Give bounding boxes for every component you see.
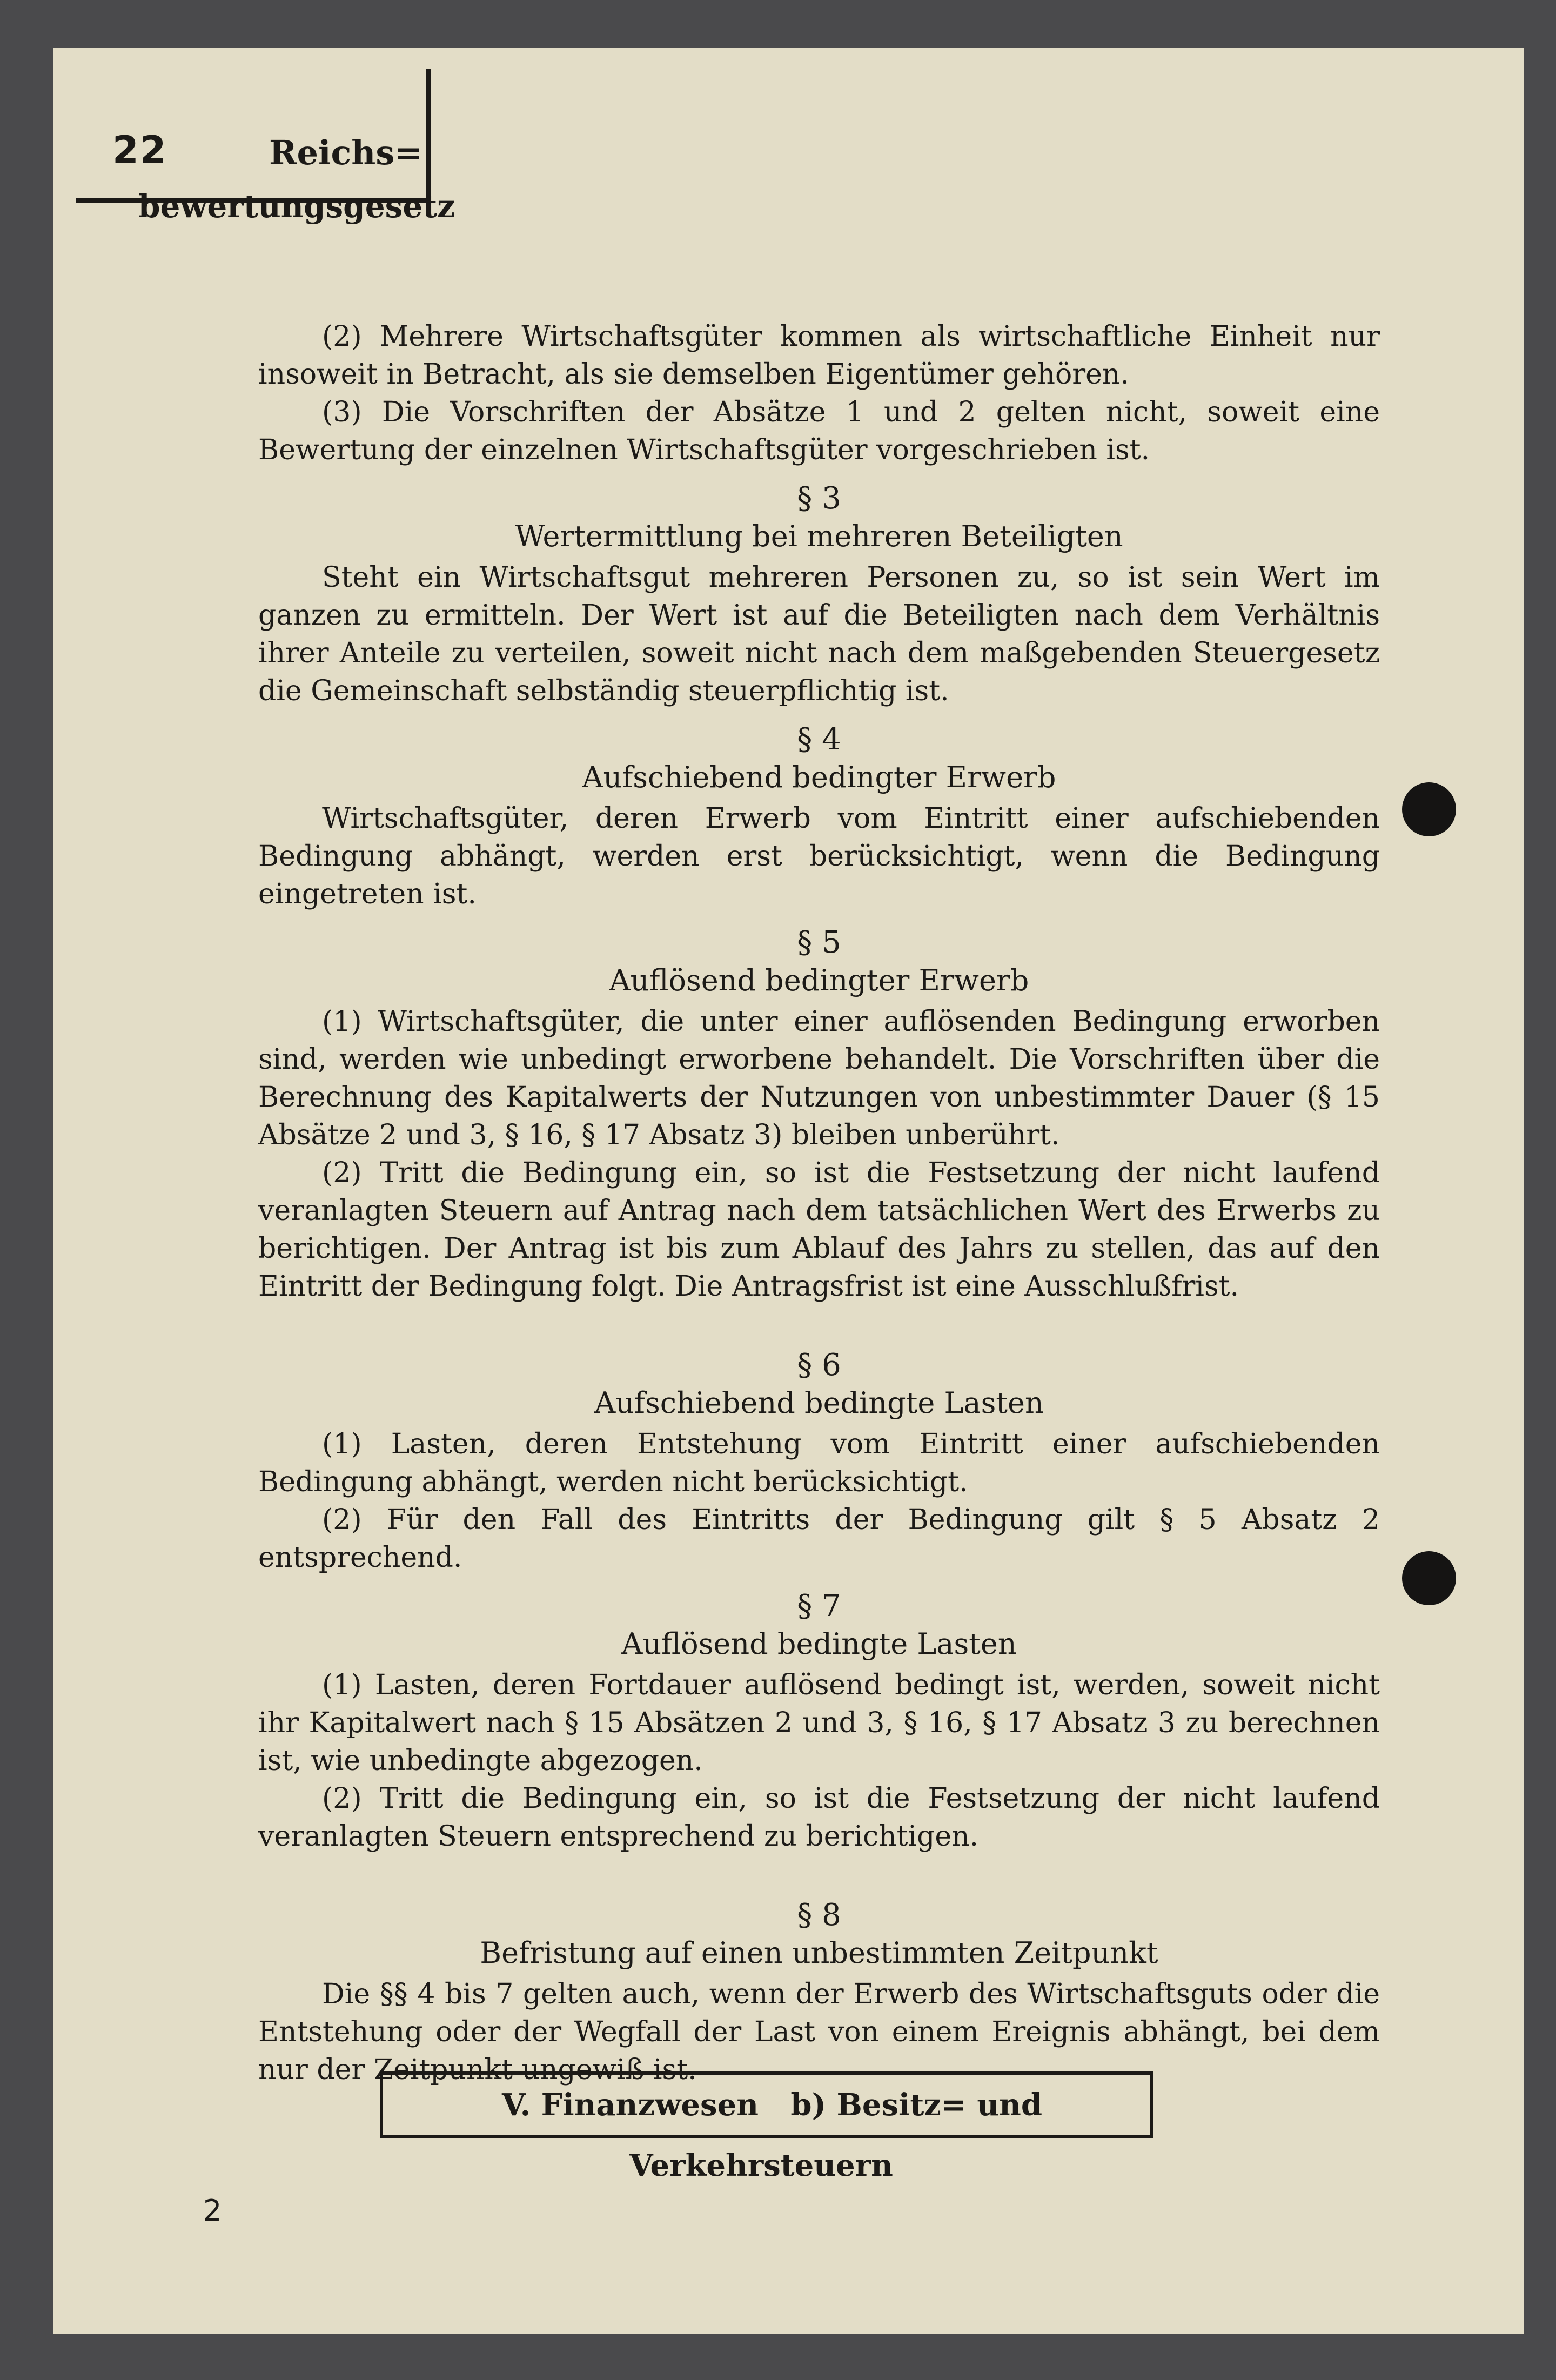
- paragraph: (1) Lasten, deren Fortdauer auflösend bedingt ist, werden, soweit nicht ihr Kapitalwert nach § 15 Absätzen 2 und 3, § 16, § 17 Absatz 3 zu berechnen ist, wie unbedingte abgezogen.: [258, 1669, 1380, 1777]
- footer-category: V. Finanzwesen: [502, 2087, 759, 2123]
- section-number: § 7: [797, 1588, 841, 1624]
- spacer: [258, 1855, 1380, 1886]
- paragraph: Die §§ 4 bis 7 gelten auch, wenn der Erwerb des Wirtschaftsguts oder die Entstehung oder der Wegfall der Last von einem Ereignis abhängt, bei dem nur der Zeitpunkt ungewiß ist.: [258, 1978, 1380, 2086]
- paragraph: (3) Die Vorschriften der Absätze 1 und 2 gelten nicht, soweit eine Bewertung der einzelnen Wirtschaftsgüter vorgeschrieben ist.: [258, 396, 1380, 466]
- paragraph: Steht ein Wirtschaftsgut mehreren Personen zu, so ist sein Wert im ganzen zu ermitteln. Der Wert ist auf die Beteiligten nach dem Verhältnis ihrer Anteile zu verteilen, soweit nicht nach dem maßgebenden Steuergesetz die Gemeinschaft selbständig steuerpflichtig ist.: [258, 561, 1380, 707]
- paragraph: Wirtschaftsgüter, deren Erwerb vom Eintritt einer aufschiebenden Bedingung abhängt, werden erst berücksichtigt, wenn die Bedingung eingetreten ist.: [258, 802, 1380, 910]
- footer-subcategory: b) Besitz= und Verkehrsteuern: [629, 2087, 1042, 2183]
- paragraph: (1) Wirtschaftsgüter, die unter einer auflösenden Bedingung erworben sind, werden wie unbedingt erworbene behandelt. Die Vorschriften über die Berechnung des Kapitalwerts der Nutzungen von unbestimmter Dauer (§ 15 Absätze 2 und 3, § 16, § 17 Absatz 3) bleiben unberührt.: [258, 1005, 1380, 1151]
- header-title-line2: bewertungsgesetz: [138, 188, 455, 225]
- paragraph: (2) Tritt die Bedingung ein, so ist die Festsetzung der nicht laufend veranlagten Steuern auf Antrag nach dem tatsächlichen Wert des Erwerbs zu berichtigen. Der Antrag ist bis zum Ablauf des Jahrs zu stellen, das auf den Eintritt der Bedingung folgt. Die Antragsfrist ist eine Ausschlußfrist.: [258, 1157, 1380, 1303]
- section-number: § 4: [797, 722, 841, 757]
- punch-hole-upper: [1402, 782, 1456, 836]
- footer-category-box: [380, 2071, 1153, 2183]
- paragraph: (2) Für den Fall des Eintritts der Bedingung gilt § 5 Absatz 2 entsprechend.: [258, 1504, 1380, 1574]
- section-title: Aufschiebend bedingter Erwerb: [582, 760, 1056, 794]
- document-page: [53, 48, 1524, 2334]
- paragraph: (1) Lasten, deren Entstehung vom Eintritt einer aufschiebenden Bedingung abhängt, werden nicht berücksichtigt.: [258, 1428, 1380, 1498]
- page-mark: 2: [203, 2194, 222, 2228]
- section-title: Auflösend bedingte Lasten: [621, 1627, 1017, 1661]
- section-number: § 3: [797, 481, 841, 516]
- body-text: [258, 318, 1380, 2089]
- header-title-line1: Reichs=: [269, 133, 423, 172]
- spacer: [258, 1305, 1380, 1336]
- paragraph: (2) Mehrere Wirtschaftsgüter kommen als wirtschaftliche Einheit nur insoweit in Betracht, als sie demselben Eigentümer gehören.: [258, 320, 1380, 391]
- section-title: Befristung auf einen unbestimmten Zeitpunkt: [480, 1936, 1158, 1970]
- paragraph: (2) Tritt die Bedingung ein, so ist die Festsetzung der nicht laufend veranlagten Steuern entsprechend zu berichtigen.: [258, 1782, 1380, 1853]
- section-title: Aufschiebend bedingte Lasten: [594, 1386, 1044, 1420]
- section-number: § 5: [797, 925, 841, 960]
- section-number: § 8: [797, 1898, 841, 1933]
- section-number: § 6: [797, 1347, 841, 1383]
- page-number: 22: [112, 128, 167, 172]
- section-title: Auflösend bedingter Erwerb: [609, 963, 1029, 997]
- punch-hole-lower: [1402, 1551, 1456, 1605]
- section-title: Wertermittlung bei mehreren Beteiligten: [515, 519, 1123, 553]
